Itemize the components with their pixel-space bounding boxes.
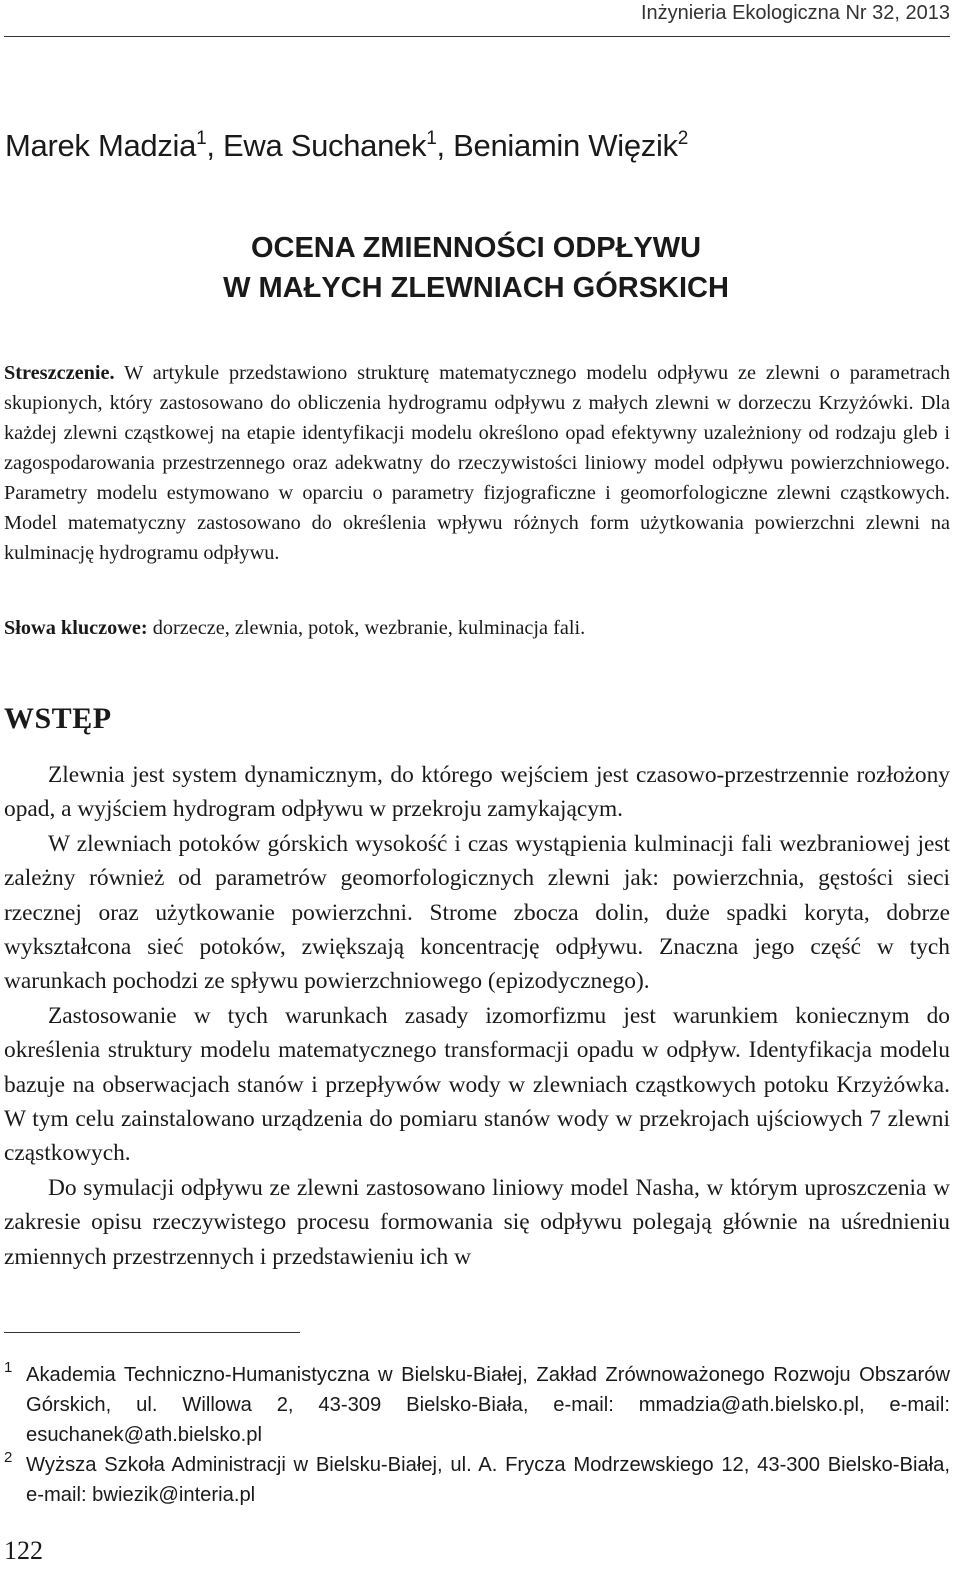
footnote-rule <box>4 1332 300 1333</box>
body-paragraph: Zlewnia jest system dynamicznym, do którego wejściem jest czasowo-przestrzennie rozłożony opad, a wyjściem hydrogram odpływu w przekroju zamykającym. <box>4 762 950 823</box>
footnote-text: Wyższa Szkoła Administracji w Bielsku-Białej, ul. A. Frycza Modrzewskiego 12, 43-300 Bielsko-Biała, e-mail: bwiezik@interia.pl <box>26 1454 950 1506</box>
page-number: 122 <box>4 1536 43 1565</box>
body-paragraph: Zastosowanie w tych warunkach zasady izomorfizmu jest warunkiem koniecznym do określenia struktury modelu matematycznego transformacji opadu w odpływ. Identyfikacja modelu bazuje na obserwacjach stanów i przepływów wody w zlewniach cząstkowych potoku Krzyżówka. W tym celu zainstalowano urządzenia do pomiaru stanów wody w przekrojach ujściowych 7 zlewni cząstkowych. <box>4 1002 950 1167</box>
footnote-number: 1 <box>4 1359 13 1376</box>
article-title <box>0 228 952 308</box>
keywords-text: dorzecze, zlewnia, potok, wezbranie, kulminacja fali. <box>147 617 586 639</box>
section-heading: WSTĘP <box>4 702 112 735</box>
header-rule <box>4 36 950 37</box>
author-separator: , <box>436 128 454 163</box>
keywords-label: Słowa kluczowe: <box>4 617 148 639</box>
footnotes <box>4 1360 950 1510</box>
keywords <box>4 613 950 643</box>
running-header: Inżynieria Ekologiczna Nr 32, 2013 <box>640 2 950 24</box>
footnote-number: 2 <box>4 1449 13 1466</box>
title-line: W MAŁYCH ZLEWNIACH GÓRSKICH <box>223 272 729 304</box>
author-separator: , <box>206 128 223 163</box>
footnote <box>4 1360 950 1450</box>
author-name: Ewa Suchanek <box>223 128 427 163</box>
abstract-text: W artykule przedstawiono strukturę matematycznego modelu odpływu ze zlewni o parametrach skupionych, który zastosowano do obliczenia hydrogramu odpływu z małych zlewni w dorzeczu Krzyżówki. Dla każdej zlewni cząstkowej na etapie identyfikacji modelu określono opad efektywny uzależniony od rodzaju gleb i zagospodarowania przestrzennego oraz adekwatny do rzeczywistości liniowy model odpływu powierzchniowego. Parametry modelu estymowano w oparciu o parametry fizjograficzne i geomorfologiczne zlewni cząstkowych. Model matematyczny zastosowano do określenia wpływu różnych form użytkowania powierzchni zlewni na kulminację hydrogramu odpływu. <box>4 362 950 564</box>
author-name: Marek Madzia <box>5 128 197 163</box>
abstract-label: Streszczenie. <box>4 362 115 384</box>
section-body <box>4 758 950 1274</box>
footnote-text: Akademia Techniczno-Humanistyczna w Bielsku-Białej, Zakład Zrównoważonego Rozwoju Obszarów Górskich, ul. Willowa 2, 43-309 Bielsko-Biała, e-mail: mmadzia@ath.bielsko.pl, e-mail: esuchanek@ath.bielsko.pl <box>26 1364 950 1446</box>
title-line: OCENA ZMIENNOŚCI ODPŁYWU <box>250 232 702 264</box>
author-affiliation-mark: 1 <box>426 128 437 149</box>
author-affiliation-mark: 2 <box>677 128 689 149</box>
body-paragraph: W zlewniach potoków górskich wysokość i czas wystąpienia kulminacji fali wezbraniowej jest zależny również od parametrów geomorfologicznych zlewni jak: powierzchnia, gęstości sieci rzecznej oraz użytkowanie powierzchni. Strome zbocza dolin, duże spadki koryta, dobrze wykształcona sieć potoków, zwiększają koncentrację odpływu. Znaczna jego część w tych warunkach pochodzi ze spływu powierzchniowego (epizodycznego). <box>4 830 950 995</box>
author-affiliation-mark: 1 <box>196 128 207 149</box>
abstract <box>4 358 950 568</box>
footnote <box>4 1450 950 1510</box>
author-name: Beniamin Więzik <box>453 128 678 163</box>
author-list <box>5 128 688 164</box>
body-paragraph: Do symulacji odpływu ze zlewni zastosowano liniowy model Nasha, w którym uproszczenia w zakresie opisu rzeczywistego procesu formowania się odpływu polegają głównie na uśrednieniu zmiennych przestrzennych i przedstawieniu ich w <box>4 1174 950 1270</box>
